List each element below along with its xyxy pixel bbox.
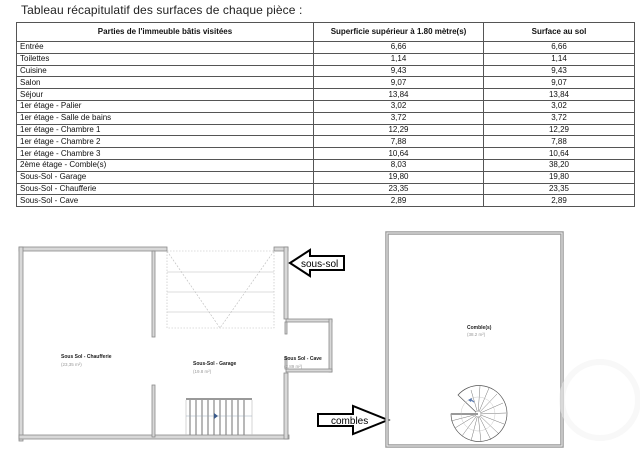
area-sup180: 7,88 bbox=[314, 136, 484, 148]
table-row bbox=[17, 42, 635, 54]
table-row bbox=[17, 53, 635, 65]
table-row bbox=[17, 136, 635, 148]
area-sol: 10,64 bbox=[484, 148, 635, 160]
area-sup180: 10,64 bbox=[314, 148, 484, 160]
col-header-parties: Parties de l'immeuble bâtis visitées bbox=[17, 23, 314, 42]
combles-plan bbox=[387, 233, 562, 446]
straight-stair bbox=[186, 398, 252, 435]
area-sup180: 19,80 bbox=[314, 171, 484, 183]
table-row bbox=[17, 100, 635, 112]
room-name: Entrée bbox=[17, 42, 314, 54]
table-row bbox=[17, 65, 635, 77]
col-header-surface-sol: Surface au sol bbox=[484, 23, 635, 42]
watermark-logo bbox=[562, 362, 638, 438]
room-name: 1er étage - Palier bbox=[17, 100, 314, 112]
table-row bbox=[17, 112, 635, 124]
sous-sol-arrow bbox=[290, 250, 344, 276]
room-area-chaufferie: (23,35 m²) bbox=[61, 362, 82, 367]
area-sol: 6,66 bbox=[484, 42, 635, 54]
table-row bbox=[17, 159, 635, 171]
area-sol: 1,14 bbox=[484, 53, 635, 65]
page-title: Tableau récapitulatif des surfaces de chaque pièce : bbox=[21, 3, 303, 17]
area-sol: 9,07 bbox=[484, 77, 635, 89]
area-sol: 12,29 bbox=[484, 124, 635, 136]
combles-arrow-label: combles bbox=[331, 416, 369, 427]
area-sup180: 6,66 bbox=[314, 42, 484, 54]
room-name: 1er étage - Chambre 3 bbox=[17, 148, 314, 160]
table-row bbox=[17, 77, 635, 89]
room-label-garage: Sous-Sol - Garage bbox=[193, 361, 237, 367]
col-header-superficie: Superficie supérieur à 1.80 mètre(s) bbox=[314, 23, 484, 42]
table-header-row bbox=[17, 23, 635, 42]
room-name: 2ème étage - Comble(s) bbox=[17, 159, 314, 171]
floor-plans bbox=[0, 225, 640, 456]
room-name: Sous-Sol - Cave bbox=[17, 195, 314, 207]
room-label-combles: Comble(s) bbox=[467, 325, 492, 331]
area-sup180: 9,43 bbox=[314, 65, 484, 77]
room-name: Séjour bbox=[17, 89, 314, 101]
area-sol: 9,43 bbox=[484, 65, 635, 77]
area-sol: 3,02 bbox=[484, 100, 635, 112]
area-sup180: 23,35 bbox=[314, 183, 484, 195]
area-sup180: 3,72 bbox=[314, 112, 484, 124]
sous-sol-plan bbox=[19, 247, 332, 441]
room-name: 1er étage - Chambre 2 bbox=[17, 136, 314, 148]
room-area-cave: (2,89 m²) bbox=[284, 364, 303, 369]
area-sup180: 9,07 bbox=[314, 77, 484, 89]
room-area-garage: (19.8 m²) bbox=[193, 369, 212, 374]
area-sup180: 8,03 bbox=[314, 159, 484, 171]
table-row bbox=[17, 183, 635, 195]
stair-opening bbox=[167, 251, 274, 328]
area-sol: 19,80 bbox=[484, 171, 635, 183]
room-name: Sous-Sol - Garage bbox=[17, 171, 314, 183]
room-name: Toilettes bbox=[17, 53, 314, 65]
table-row bbox=[17, 148, 635, 160]
spiral-stair bbox=[451, 386, 507, 442]
area-sup180: 2,89 bbox=[314, 195, 484, 207]
sous-sol-arrow-label: sous-sol bbox=[301, 259, 339, 270]
area-sol: 13,84 bbox=[484, 89, 635, 101]
area-sol: 38,20 bbox=[484, 159, 635, 171]
area-sol: 7,88 bbox=[484, 136, 635, 148]
room-label-cave: Sous Sol - Cave bbox=[284, 356, 322, 362]
room-area-combles: (38.2 m²) bbox=[467, 332, 486, 337]
area-sup180: 3,02 bbox=[314, 100, 484, 112]
surfaces-table bbox=[16, 22, 635, 207]
room-label-chaufferie: Sous Sol - Chaufferie bbox=[61, 354, 112, 360]
area-sup180: 1,14 bbox=[314, 53, 484, 65]
area-sol: 3,72 bbox=[484, 112, 635, 124]
table-row bbox=[17, 171, 635, 183]
room-name: Salon bbox=[17, 77, 314, 89]
room-name: 1er étage - Salle de bains bbox=[17, 112, 314, 124]
combles-arrow bbox=[318, 406, 388, 434]
area-sup180: 13,84 bbox=[314, 89, 484, 101]
area-sol: 2,89 bbox=[484, 195, 635, 207]
room-name: 1er étage - Chambre 1 bbox=[17, 124, 314, 136]
table-row bbox=[17, 124, 635, 136]
area-sup180: 12,29 bbox=[314, 124, 484, 136]
table-row bbox=[17, 195, 635, 207]
room-name: Cuisine bbox=[17, 65, 314, 77]
room-name: Sous-Sol - Chaufferie bbox=[17, 183, 314, 195]
table-row bbox=[17, 89, 635, 101]
area-sol: 23,35 bbox=[484, 183, 635, 195]
